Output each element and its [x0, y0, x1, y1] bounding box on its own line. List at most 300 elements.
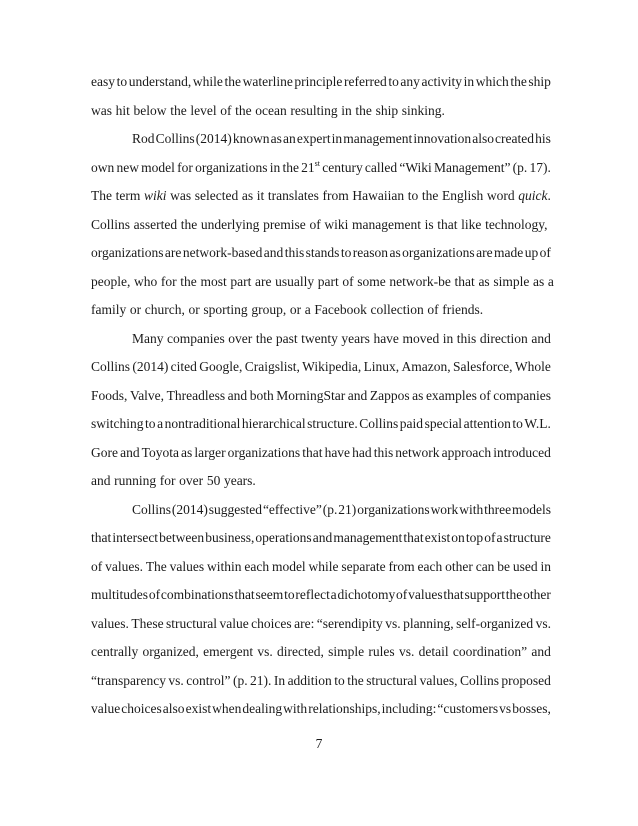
word: dichotomy [337, 587, 396, 602]
word: exist [185, 701, 212, 716]
word: wiki [324, 216, 349, 232]
word: or [188, 302, 200, 317]
word: and [312, 530, 333, 545]
word: rules [368, 644, 395, 659]
word: seem [255, 587, 284, 602]
word: with [459, 501, 484, 517]
word: also [472, 131, 494, 146]
word: (2014) [171, 501, 208, 517]
word: simple [328, 644, 365, 659]
word: moved [402, 330, 440, 346]
word: proposed [501, 672, 551, 688]
word: model [141, 159, 175, 175]
word: the [224, 74, 241, 89]
word: and [91, 473, 111, 488]
word: simple [493, 273, 530, 289]
word: values [408, 587, 443, 602]
word: organizations [195, 159, 268, 175]
word: are [476, 245, 493, 260]
word: companies [493, 387, 551, 403]
word: of [220, 102, 232, 118]
word: a [330, 587, 337, 602]
word: of [309, 216, 321, 232]
word: Collins [132, 501, 172, 517]
word: a [547, 273, 554, 289]
word: underlying [200, 216, 260, 232]
word: “effective” [262, 501, 322, 517]
word: which [475, 74, 509, 89]
word: an [283, 131, 296, 146]
word: In [273, 672, 286, 688]
word: as [241, 188, 254, 203]
text-line [91, 296, 551, 325]
text-line [91, 496, 551, 525]
word: to [388, 74, 399, 89]
word: vs. [535, 615, 551, 631]
word: quick. [518, 188, 551, 203]
word: in [540, 558, 551, 574]
word: sinking. [401, 102, 445, 118]
word: principle [294, 74, 343, 89]
word: for [159, 473, 176, 488]
word: bosses, [512, 701, 551, 716]
word: of [427, 302, 439, 317]
word: work [430, 501, 459, 517]
word: family [91, 302, 127, 317]
word: the [235, 102, 252, 118]
word: for [177, 159, 193, 175]
word: of [148, 587, 161, 602]
word: technology, [485, 216, 548, 232]
word: cited [170, 359, 197, 374]
word: referred [344, 74, 387, 89]
word: to [145, 416, 156, 431]
text-line [91, 524, 551, 553]
word: English [441, 188, 484, 203]
word: some [357, 273, 386, 289]
word: that [454, 273, 475, 289]
word: ship [375, 102, 399, 118]
word: the [255, 330, 273, 346]
word: from [322, 188, 349, 203]
word: suggested [208, 501, 263, 517]
word: separate [341, 558, 386, 574]
word: organized, [142, 644, 199, 659]
word: also [162, 701, 185, 716]
word: a [496, 530, 503, 545]
word: or [129, 302, 142, 317]
word: directed, [277, 644, 324, 659]
word: organizations [402, 245, 475, 260]
text-line [91, 581, 551, 610]
word: the [347, 672, 364, 688]
word: Rod [132, 131, 155, 146]
word: past [275, 330, 298, 346]
word: for [160, 273, 177, 289]
word: easy [91, 74, 115, 89]
word: introduced [493, 444, 551, 460]
word: other [445, 558, 473, 574]
word: operations [255, 530, 312, 545]
word: both [249, 387, 274, 403]
word: and [263, 245, 284, 260]
word: and [227, 387, 248, 403]
word: reason [352, 245, 389, 260]
word: people, [91, 273, 131, 289]
word: the [180, 273, 197, 289]
word: the [355, 102, 372, 118]
word: most [200, 273, 227, 289]
word: activity [421, 74, 463, 89]
text-line [91, 638, 551, 667]
word: top [465, 530, 484, 545]
text-line [91, 97, 551, 126]
word: that [443, 587, 464, 602]
word: support [464, 587, 505, 602]
word: Whole [514, 359, 551, 374]
word: value [219, 615, 249, 631]
word: stands [305, 245, 340, 260]
word: level [190, 102, 217, 118]
text-line [91, 325, 551, 354]
word: that [234, 587, 255, 602]
word: of [479, 387, 491, 403]
text-line [91, 610, 551, 639]
word: structural [366, 672, 418, 688]
word: each [417, 558, 443, 574]
word: this [456, 330, 477, 346]
word: network [395, 444, 440, 460]
word: (p. [322, 501, 338, 517]
text-line [91, 410, 551, 439]
word: ocean [255, 102, 287, 118]
text-line [91, 553, 551, 582]
word: exist [424, 530, 451, 545]
word: church, [144, 302, 185, 317]
word: models [511, 501, 551, 517]
word: management [343, 131, 413, 146]
word: to [284, 587, 295, 602]
word: understand, [128, 74, 192, 89]
word: paid [399, 416, 424, 431]
word: network-be [389, 273, 451, 289]
word: MorningStar [276, 387, 346, 403]
word: “transparency [91, 672, 166, 688]
text-line [91, 211, 551, 240]
text-line [91, 695, 551, 724]
word: had [352, 444, 372, 460]
word: while [192, 74, 223, 89]
word: usually [275, 273, 315, 289]
word: multitudes [91, 587, 148, 602]
word: selected [194, 188, 239, 203]
word: word [486, 188, 515, 203]
word: intersect [112, 530, 159, 545]
word: management [352, 216, 421, 232]
word: switching [91, 416, 144, 431]
word: who [134, 273, 158, 289]
word: Facebook [314, 302, 367, 317]
word: to [340, 245, 352, 260]
word: in [331, 131, 343, 146]
word: (2014) [132, 359, 169, 374]
word: to [334, 672, 345, 688]
word: emergent [203, 644, 254, 659]
word: vs. [398, 644, 415, 659]
word: innovation [413, 131, 472, 146]
word: attention [463, 416, 511, 431]
word: Collins [459, 672, 499, 688]
word: addition [287, 672, 332, 688]
word: reflect [295, 587, 330, 602]
word: that [437, 216, 458, 232]
word: network-based [182, 245, 263, 260]
word: Foods, [91, 387, 128, 403]
word: with [283, 701, 308, 716]
word: Collins [91, 216, 131, 232]
word: or [289, 302, 302, 317]
word: group, [251, 302, 287, 317]
word: dealing [242, 701, 283, 716]
word: are [254, 273, 272, 289]
word: Collins [155, 131, 195, 146]
word: as [270, 131, 282, 146]
word: planning, [403, 615, 454, 631]
word: “Wiki [399, 159, 432, 175]
word: to [407, 188, 419, 203]
word: 21). [250, 672, 272, 688]
word: that [302, 444, 323, 460]
word: W.L. [524, 416, 551, 431]
word: the [180, 216, 198, 232]
word: any [400, 74, 420, 89]
word: waterline [242, 74, 293, 89]
word: three [484, 501, 512, 517]
word: in [341, 102, 352, 118]
word: business, [205, 530, 255, 545]
word: term [115, 188, 141, 203]
word: control” [186, 672, 231, 688]
word: to [116, 74, 128, 89]
word: vs [499, 701, 512, 716]
word: (p. [232, 672, 248, 688]
word: a [304, 302, 311, 317]
word: his [535, 131, 551, 146]
word: from [388, 558, 415, 574]
text-line [91, 467, 551, 496]
word: the [282, 159, 299, 175]
word: Hawaiian [352, 188, 405, 203]
text-line [91, 353, 551, 382]
word: that [91, 530, 112, 545]
word: larger [194, 444, 226, 460]
word: friends. [442, 302, 484, 317]
word: Zappos [369, 387, 410, 403]
word: have [324, 444, 351, 460]
word: years [341, 330, 370, 346]
word: expert [296, 131, 331, 146]
word: like [461, 216, 482, 232]
word: known [232, 131, 270, 146]
word: can [475, 558, 495, 574]
word: organizations [357, 501, 430, 517]
word: model [271, 558, 306, 574]
word: values. [105, 558, 143, 574]
word: collection [370, 302, 424, 317]
word: as [412, 387, 424, 403]
text-line [91, 667, 551, 696]
word: The [145, 558, 167, 574]
body-text [91, 68, 554, 724]
word: organizations [227, 444, 301, 460]
word: coordination” [452, 644, 528, 659]
word: hit [115, 102, 130, 118]
text-line [91, 125, 551, 154]
word: resulting [290, 102, 338, 118]
word: Gore [91, 444, 118, 460]
word: values [169, 558, 205, 574]
word: that [403, 530, 424, 545]
word: as [181, 444, 193, 460]
word: The [91, 188, 112, 203]
word: Collins [359, 416, 399, 431]
word: translates [267, 188, 319, 203]
word: structure [503, 530, 551, 545]
word: years. [223, 473, 256, 488]
word: relationships, [308, 701, 381, 716]
word: of [396, 587, 408, 602]
word: up [524, 245, 539, 260]
word: Linux, [363, 359, 400, 374]
word: was [170, 188, 192, 203]
text-line [91, 239, 551, 268]
word: self-organized [456, 615, 534, 631]
word: hierarchical [241, 416, 306, 431]
word: approach [441, 444, 492, 460]
word: values, [419, 672, 458, 688]
word: including: [381, 701, 437, 716]
word: have [373, 330, 399, 346]
word: These [131, 615, 164, 631]
word: are: [294, 615, 315, 631]
word: sporting [203, 302, 248, 317]
word: organizations [91, 245, 164, 260]
word: the [510, 74, 527, 89]
word: of [539, 245, 551, 260]
word: Many [132, 330, 164, 346]
word: 21) [338, 501, 357, 517]
word: within [207, 558, 242, 574]
word: values. [91, 615, 129, 631]
word: a [157, 416, 164, 431]
word: and [347, 387, 368, 403]
word: Amazon, [401, 359, 451, 374]
word: this [373, 444, 394, 460]
word: companies [167, 330, 225, 346]
word: of [342, 273, 354, 289]
text-line [91, 182, 551, 211]
word: value [91, 701, 121, 716]
word: premise [263, 216, 306, 232]
word: while [308, 558, 339, 574]
word: running [114, 473, 157, 488]
word: each [244, 558, 270, 574]
word: Wikipedia, [302, 359, 362, 374]
word: Google, [199, 359, 243, 374]
word: Collins [91, 359, 131, 374]
word: Salesforce, [452, 359, 513, 374]
word: the [505, 587, 523, 602]
word: vs. [257, 644, 273, 659]
word: between [159, 530, 205, 545]
word: over [228, 330, 253, 346]
word: asserted [133, 216, 178, 232]
word: and [120, 444, 140, 460]
word: (p. [512, 159, 528, 175]
word: to [512, 416, 523, 431]
word: combinations [160, 587, 234, 602]
word: twenty [301, 330, 338, 346]
word: was [91, 102, 112, 118]
word: choices [251, 615, 292, 631]
word: on [451, 530, 465, 545]
word: 17). [529, 159, 551, 175]
text-line [91, 268, 554, 297]
word: part [317, 273, 339, 289]
word: examples [425, 387, 477, 403]
text-line [91, 68, 551, 97]
word: Threadless [166, 387, 226, 403]
word: nontraditional [164, 416, 241, 431]
word: the [170, 102, 187, 118]
word: when [212, 701, 242, 716]
word: be [497, 558, 511, 574]
word: vs. [385, 615, 401, 631]
word: “customers [437, 701, 499, 716]
word: new [116, 159, 139, 175]
word: structure. [307, 416, 358, 431]
word: wiki [144, 188, 167, 203]
word: used [512, 558, 538, 574]
word: 21st [301, 158, 321, 175]
word: over [179, 473, 204, 488]
word: it [256, 188, 265, 203]
word: 50 [206, 473, 221, 488]
word: choices [121, 701, 162, 716]
word: created [495, 131, 535, 146]
word: in [463, 74, 475, 89]
word: called [364, 159, 398, 175]
word: this [284, 245, 305, 260]
word: (2014) [195, 131, 232, 146]
word: other [523, 587, 551, 602]
word: of [484, 530, 496, 545]
word: of [91, 558, 103, 574]
word: as [532, 273, 545, 289]
word: in [269, 159, 281, 175]
text-line [91, 382, 551, 411]
word: own [91, 159, 115, 175]
word: in [442, 330, 454, 346]
word: and [531, 330, 551, 346]
text-line [91, 439, 551, 468]
word: direction [479, 330, 528, 346]
word: Toyota [141, 444, 179, 460]
word: structural [166, 615, 217, 631]
text-line [91, 154, 551, 183]
word: vs. [168, 672, 184, 688]
word: management [333, 530, 403, 545]
